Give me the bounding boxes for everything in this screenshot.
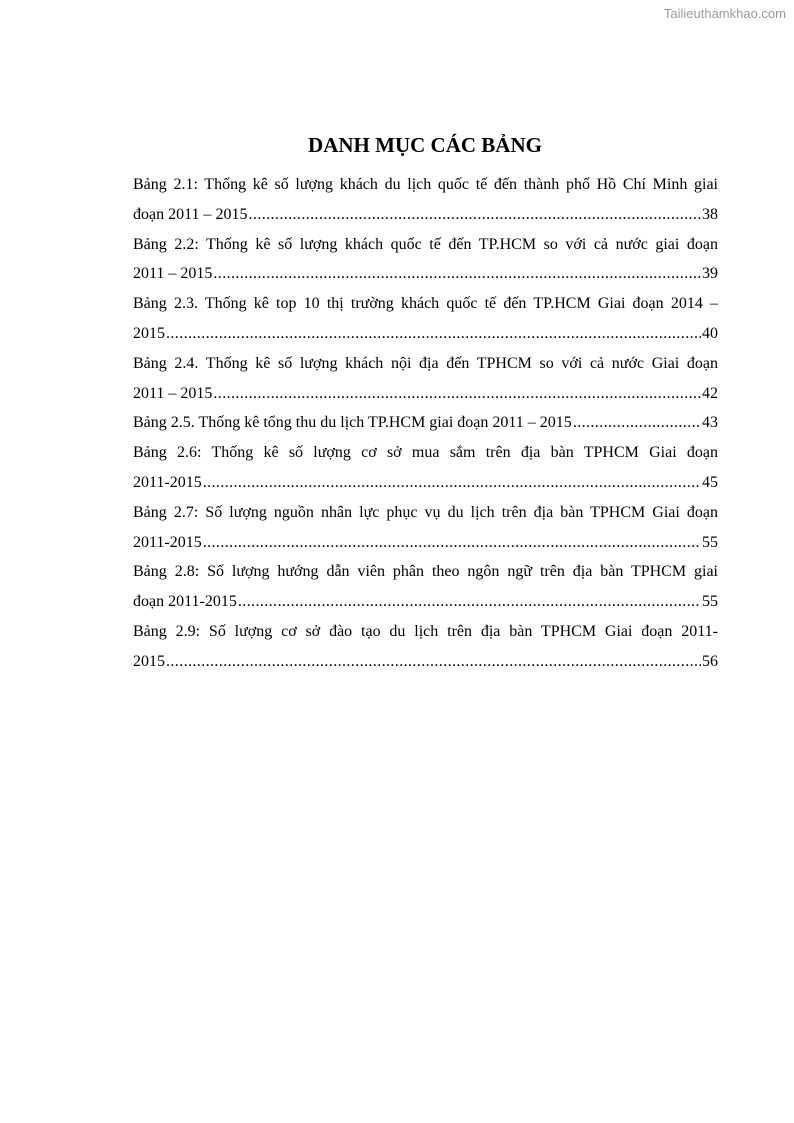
toc-page-number[interactable]: 42: [702, 384, 718, 402]
toc-entry[interactable]: [133, 289, 718, 349]
leader-dots: [166, 647, 701, 677]
toc-page-number[interactable]: 39: [702, 265, 718, 283]
toc-entry-title-line: Bảng 2.3. Thống kê top 10 thị trường khách quốc tế đến TP.HCM Giai đoạn 2014 –: [133, 295, 718, 313]
toc-page-number[interactable]: 43: [702, 414, 718, 432]
toc-entry[interactable]: [133, 438, 718, 498]
leader-dots: [213, 259, 701, 289]
toc-entry-leader-line: [133, 319, 718, 349]
toc-page-number[interactable]: 40: [702, 324, 718, 342]
toc-page-number[interactable]: 45: [702, 473, 718, 491]
leader-dots: [573, 408, 701, 438]
toc-entry[interactable]: [133, 408, 718, 438]
toc-entry[interactable]: [133, 557, 718, 617]
toc-entry-leader-line: [133, 587, 718, 617]
toc-entry-text: Bảng 2.5. Thống kê tổng thu du lịch TP.HCM giai đoạn 2011 – 2015: [133, 414, 572, 432]
toc-entry-title-line: Bảng 2.8: Số lượng hướng dẫn viên phân theo ngôn ngữ trên địa bàn TPHCM giai: [133, 563, 718, 581]
page-title: DANH MỤC CÁC BẢNG: [308, 133, 542, 157]
leader-dots: [213, 379, 701, 409]
toc-entry-title-line: Bảng 2.9: Số lượng cơ sở đào tạo du lịch trên địa bàn TPHCM Giai đoạn 2011-: [133, 622, 718, 640]
toc-entry-leader-line: [133, 379, 718, 409]
toc-entry-text: đoạn 2011 – 2015: [133, 205, 248, 223]
toc-entry[interactable]: [133, 170, 718, 230]
toc-entry-text: 2011 – 2015: [133, 265, 213, 283]
toc-entry-leader-line: [133, 468, 718, 498]
leader-dots: [166, 319, 701, 349]
toc-entry-title-line: Bảng 2.2: Thống kê số lượng khách quốc tế đến TP.HCM so với cả nước giai đoạn: [133, 235, 718, 253]
toc-entry-text: 2011-2015: [133, 473, 202, 491]
leader-dots: [238, 587, 701, 617]
toc-entry-title-line: Bảng 2.6: Thống kê số lượng cơ sở mua sắm trên địa bàn TPHCM Giai đoạn: [133, 444, 718, 462]
toc-entry-leader-line: [133, 200, 718, 230]
toc-entry-text: 2015: [133, 652, 165, 670]
table-of-tables: [133, 170, 718, 677]
toc-entry-title-line: Bảng 2.7: Số lượng nguồn nhân lực phục vụ du lịch trên địa bàn TPHCM Giai đoạn: [133, 503, 718, 521]
toc-entry-text: 2015: [133, 324, 165, 342]
toc-entry-text: 2011-2015: [133, 533, 202, 551]
leader-dots: [203, 528, 701, 558]
toc-entry-text: đoạn 2011-2015: [133, 593, 237, 611]
toc-page-number[interactable]: 55: [702, 533, 718, 551]
toc-entry-text: 2011 – 2015: [133, 384, 213, 402]
toc-page-number[interactable]: 38: [702, 205, 718, 223]
toc-entry[interactable]: [133, 349, 718, 409]
leader-dots: [203, 468, 701, 498]
toc-entry[interactable]: [133, 498, 718, 558]
toc-entry[interactable]: [133, 230, 718, 290]
watermark: Tailieuthamkhao.com: [663, 6, 786, 21]
toc-page-number[interactable]: 56: [702, 652, 718, 670]
toc-entry-leader-line: [133, 647, 718, 677]
leader-dots: [249, 200, 701, 230]
toc-entry-leader-line: [133, 408, 718, 438]
toc-entry-leader-line: [133, 528, 718, 558]
toc-page-number[interactable]: 55: [702, 593, 718, 611]
toc-entry-leader-line: [133, 259, 718, 289]
toc-entry-title-line: Bảng 2.4. Thống kê số lượng khách nội địa đến TPHCM so với cả nước Giai đoạn: [133, 354, 718, 372]
toc-entry-title-line: Bảng 2.1: Thống kê số lượng khách du lịch quốc tế đến thành phố Hồ Chí Minh giai: [133, 176, 718, 193]
toc-entry[interactable]: [133, 617, 718, 677]
